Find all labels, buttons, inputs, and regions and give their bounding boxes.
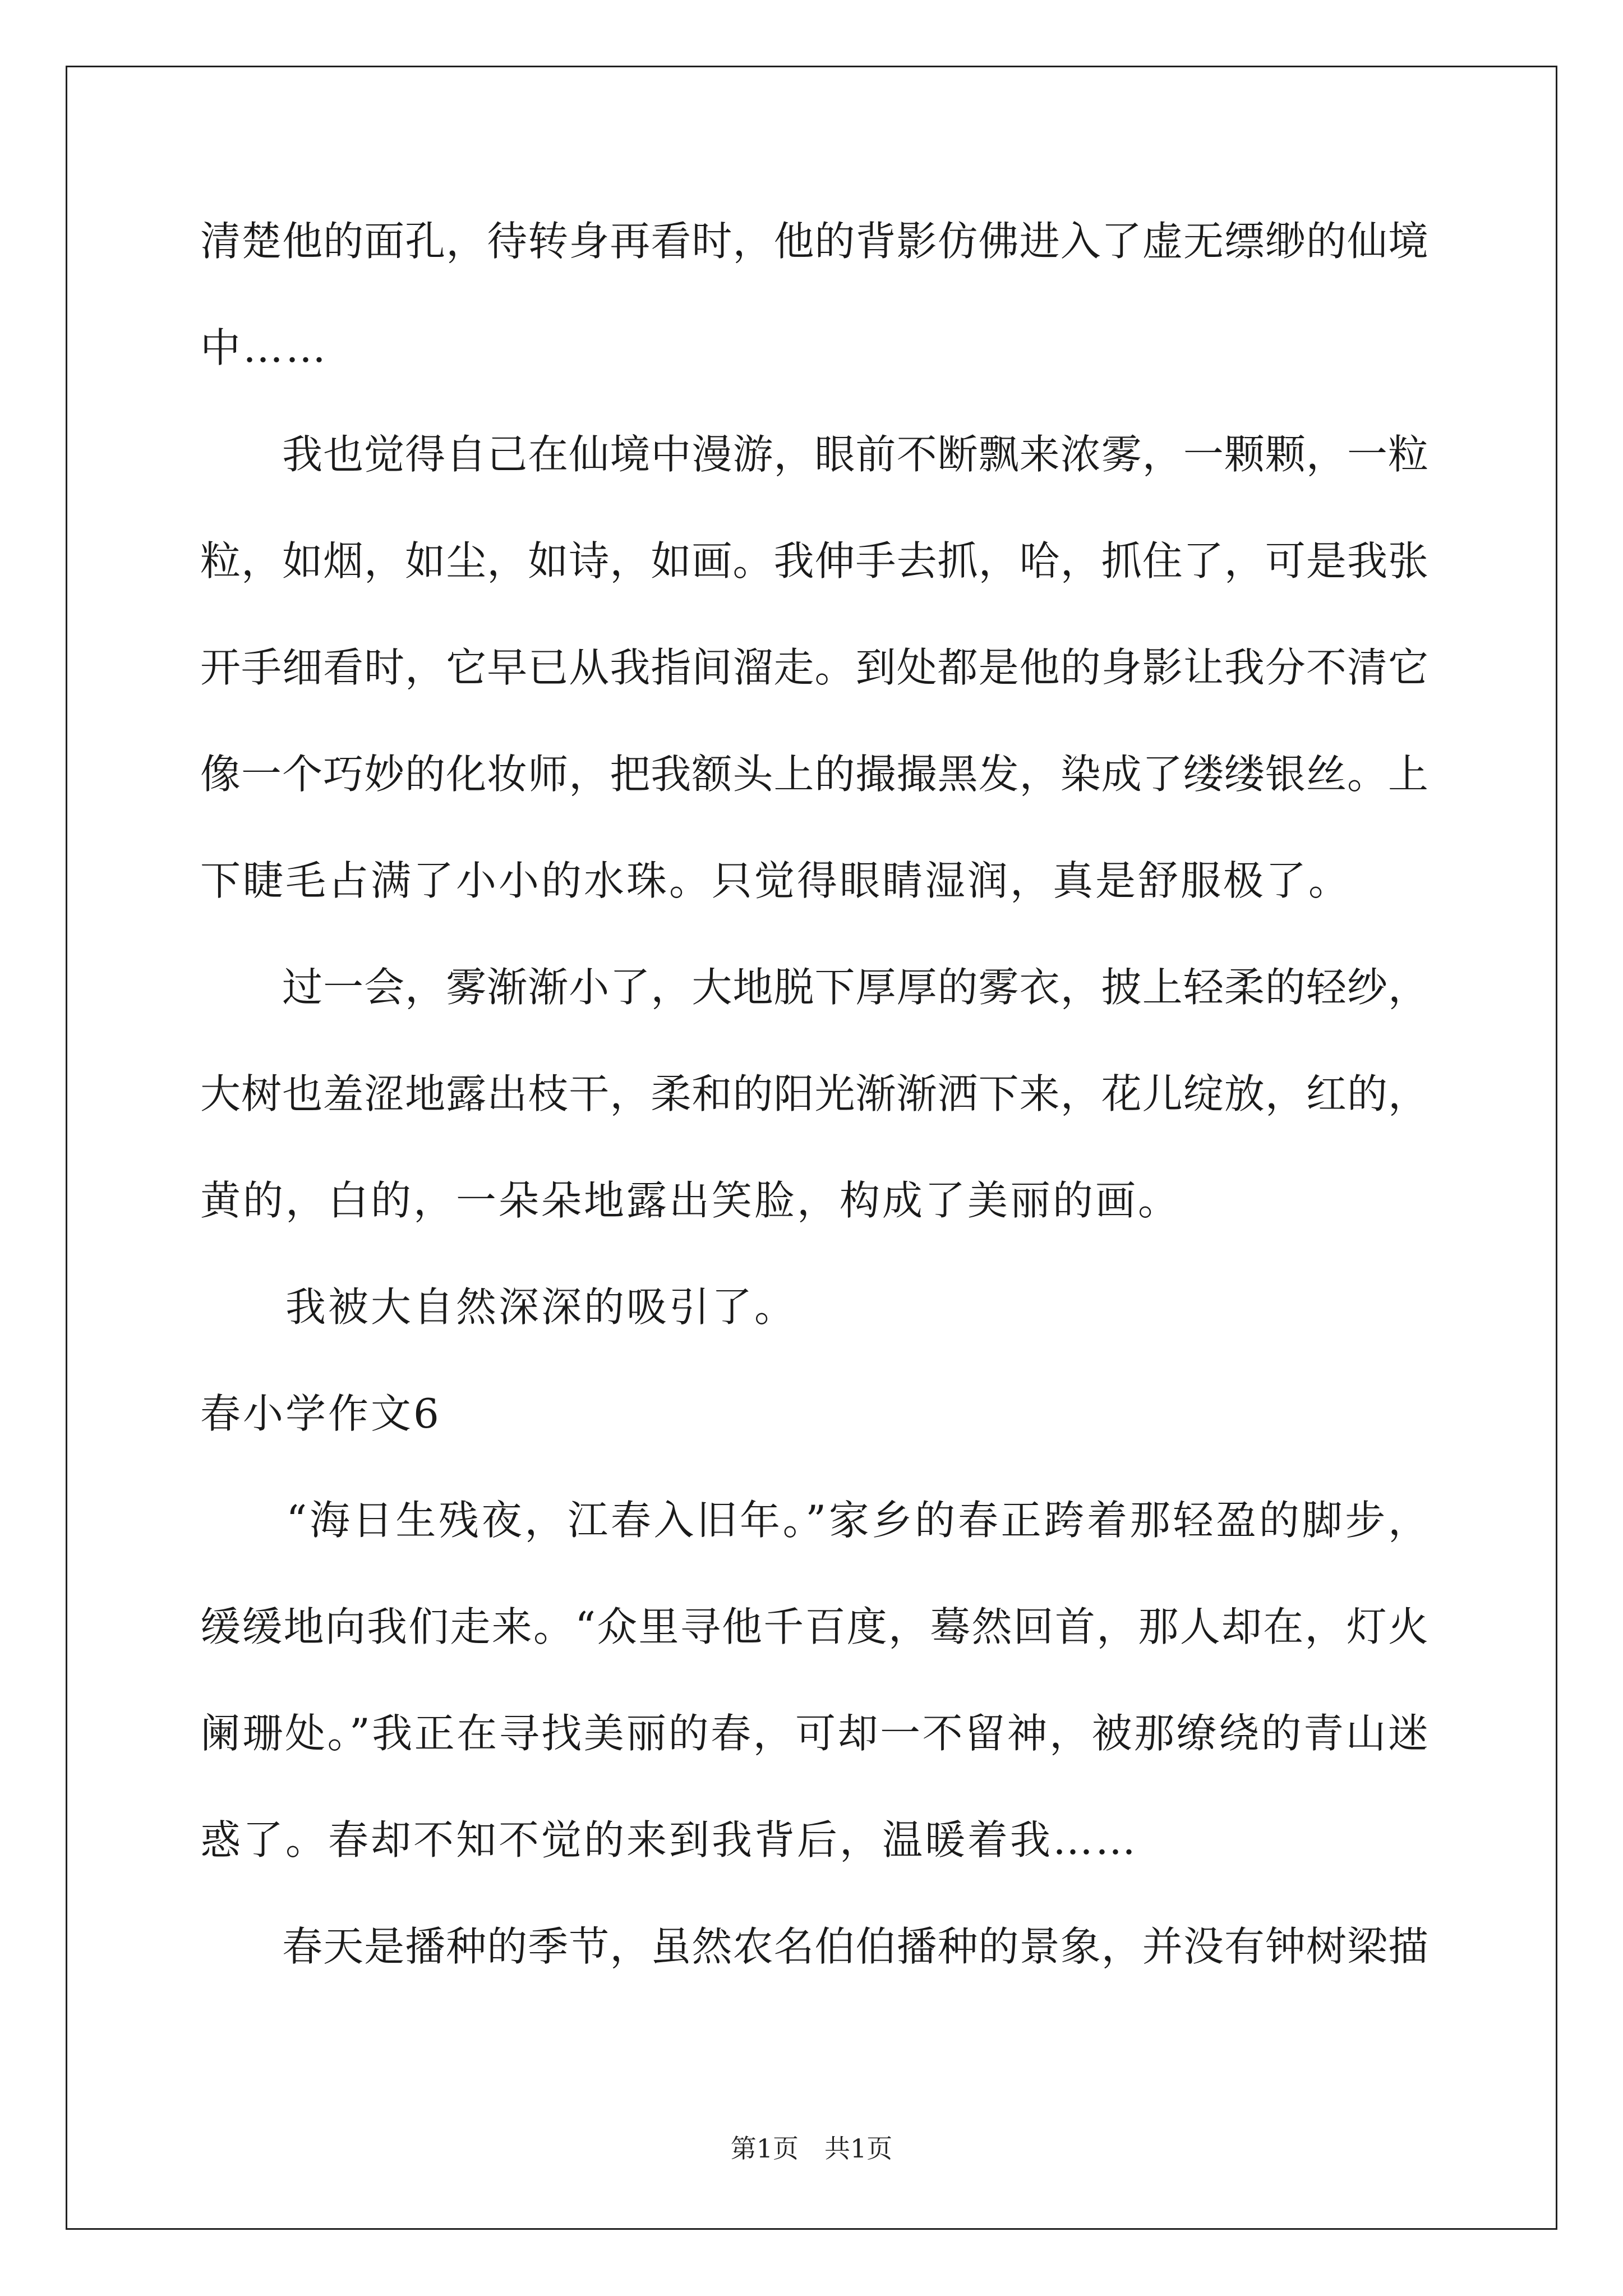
text-line: 我被大自然深深的吸引了。	[200, 1283, 797, 1331]
text-line: 我也觉得自己在仙境中漫游，眼前不断飘来浓雾，一颗颗，一粒	[200, 431, 1428, 478]
page-border	[66, 66, 1557, 2230]
text-line: 惑了。春却不知不觉的来到我背后，温暖着我……	[200, 1816, 1138, 1864]
text-line: 黄的，白的，一朵朵地露出笑脸，构成了美丽的画。	[200, 1177, 1181, 1224]
text-line: 中……	[200, 324, 329, 371]
text-line: 粒，如烟，如尘，如诗，如画。我伸手去抓，哈，抓住了，可是我张	[200, 537, 1428, 585]
section-heading: 春小学作文6	[200, 1390, 441, 1437]
text-line: 缓缓地向我们走来。“众里寻他千百度，蓦然回首，那人却在，灯火	[200, 1603, 1428, 1650]
text-line: 开手细看时，它早已从我指间溜走。到处都是他的身影让我分不清它	[200, 644, 1428, 691]
text-line: 像一个巧妙的化妆师，把我额头上的撮撮黑发，染成了缕缕银丝。上	[200, 751, 1428, 798]
text-line: 过一会，雾渐渐小了，大地脱下厚厚的雾衣，披上轻柔的轻纱，	[200, 964, 1428, 1011]
text-line: “海日生残夜，江春入旧年。”家乡的春正跨着那轻盈的脚步，	[200, 1497, 1428, 1544]
text-line: 阑珊处。”我正在寻找美丽的春，可却一不留神，被那缭绕的青山迷	[200, 1710, 1428, 1757]
text-line: 清楚他的面孔，待转身再看时，他的背影仿佛进入了虚无缥缈的仙境	[200, 218, 1428, 265]
text-line: 春天是播种的季节，虽然农名伯伯播种的景象，并没有钟树梁描	[200, 1923, 1428, 1970]
text-line: 大树也羞涩地露出枝干，柔和的阳光渐渐洒下来，花儿绽放，红的，	[200, 1070, 1428, 1117]
page-footer: 第1页 共1页	[730, 2133, 893, 2164]
text-line: 下睫毛占满了小小的水珠。只觉得眼睛湿润，真是舒服极了。	[200, 857, 1352, 904]
